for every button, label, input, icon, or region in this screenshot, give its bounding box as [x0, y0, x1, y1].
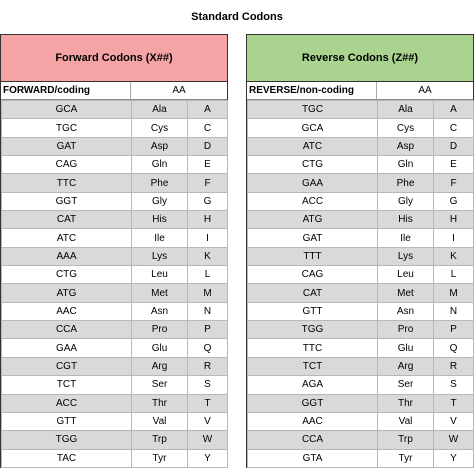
forward-codon-cell: CAT: [2, 211, 132, 229]
forward-letter-cell: P: [188, 321, 228, 339]
reverse-amino-acid-cell: Gln: [378, 156, 434, 174]
forward-table-row: [2, 174, 228, 192]
forward-col2-label: AA: [172, 85, 186, 96]
reverse-amino-acid-cell: Ile: [378, 229, 434, 247]
forward-amino-acid-cell: Arg: [132, 357, 188, 375]
reverse-amino-acid-cell: Trp: [378, 431, 434, 449]
forward-table-row: [2, 266, 228, 284]
reverse-header: Reverse Codons (Z##): [247, 34, 473, 82]
reverse-letter-cell: E: [434, 156, 474, 174]
forward-letter-cell: M: [188, 284, 228, 302]
reverse-letter-cell: Y: [434, 449, 474, 467]
reverse-amino-acid-cell: His: [378, 211, 434, 229]
forward-table-row: [2, 229, 228, 247]
reverse-amino-acid-cell: Gly: [378, 192, 434, 210]
reverse-amino-acid-cell: Pro: [378, 321, 434, 339]
forward-amino-acid-cell: Trp: [132, 431, 188, 449]
forward-codon-cell: ACC: [2, 394, 132, 412]
reverse-letter-cell: K: [434, 247, 474, 265]
forward-codon-cell: ATC: [2, 229, 132, 247]
forward-amino-acid-cell: Ser: [132, 376, 188, 394]
reverse-codon-cell: TCT: [248, 357, 378, 375]
reverse-letter-cell: L: [434, 266, 474, 284]
reverse-column-headers: [247, 82, 473, 100]
reverse-codon-cell: CAT: [248, 284, 378, 302]
reverse-codon-cell: GCA: [248, 119, 378, 137]
forward-codon-cell: TAC: [2, 449, 132, 467]
reverse-amino-acid-cell: Lys: [378, 247, 434, 265]
forward-codon-cell: ATG: [2, 284, 132, 302]
reverse-codon-cell: ACC: [248, 192, 378, 210]
reverse-codon-cell: TTC: [248, 339, 378, 357]
forward-codon-cell: TGG: [2, 431, 132, 449]
reverse-codon-cell: GAA: [248, 174, 378, 192]
forward-letter-cell: N: [188, 302, 228, 320]
reverse-letter-cell: H: [434, 211, 474, 229]
reverse-table-row: [248, 284, 474, 302]
forward-codon-cell: CAG: [2, 156, 132, 174]
reverse-letter-cell: D: [434, 137, 474, 155]
reverse-letter-cell: A: [434, 101, 474, 119]
forward-amino-acid-cell: Pro: [132, 321, 188, 339]
forward-table-row: [2, 357, 228, 375]
forward-table-row: [2, 284, 228, 302]
reverse-codon-cell: AAC: [248, 412, 378, 430]
reverse-amino-acid-cell: Val: [378, 412, 434, 430]
reverse-codon-cell: GTT: [248, 302, 378, 320]
reverse-codon-cell: AGA: [248, 376, 378, 394]
reverse-table-row: [248, 229, 474, 247]
forward-table-row: [2, 412, 228, 430]
reverse-table-row: [248, 137, 474, 155]
forward-codon-table: [1, 100, 228, 468]
reverse-letter-cell: F: [434, 174, 474, 192]
reverse-table-row: [248, 101, 474, 119]
forward-amino-acid-cell: Tyr: [132, 449, 188, 467]
forward-table-row: [2, 137, 228, 155]
reverse-codon-cell: TGC: [248, 101, 378, 119]
reverse-codon-cell: ATC: [248, 137, 378, 155]
reverse-codon-cell: TTT: [248, 247, 378, 265]
reverse-table-row: [248, 394, 474, 412]
reverse-letter-cell: P: [434, 321, 474, 339]
forward-amino-acid-cell: Thr: [132, 394, 188, 412]
forward-codon-cell: TTC: [2, 174, 132, 192]
forward-codon-cell: TCT: [2, 376, 132, 394]
reverse-col1-label: REVERSE/non-coding: [247, 82, 377, 99]
reverse-amino-acid-cell: Leu: [378, 266, 434, 284]
forward-table-row: [2, 119, 228, 137]
reverse-codon-cell: CCA: [248, 431, 378, 449]
forward-amino-acid-cell: Asn: [132, 302, 188, 320]
reverse-table-row: [248, 449, 474, 467]
forward-letter-cell: F: [188, 174, 228, 192]
forward-letter-cell: T: [188, 394, 228, 412]
reverse-letter-cell: S: [434, 376, 474, 394]
reverse-letter-cell: W: [434, 431, 474, 449]
reverse-table-row: [248, 357, 474, 375]
reverse-table-row: [248, 339, 474, 357]
reverse-amino-acid-cell: Ala: [378, 101, 434, 119]
reverse-codon-cell: GAT: [248, 229, 378, 247]
forward-table-row: [2, 302, 228, 320]
reverse-table-row: [248, 192, 474, 210]
reverse-letter-cell: I: [434, 229, 474, 247]
forward-letter-cell: Y: [188, 449, 228, 467]
reverse-letter-cell: T: [434, 394, 474, 412]
forward-letter-cell: I: [188, 229, 228, 247]
reverse-amino-acid-cell: Tyr: [378, 449, 434, 467]
reverse-letter-cell: Q: [434, 339, 474, 357]
forward-amino-acid-cell: Met: [132, 284, 188, 302]
forward-letter-cell: R: [188, 357, 228, 375]
forward-codon-cell: AAA: [2, 247, 132, 265]
forward-table-row: [2, 321, 228, 339]
forward-amino-acid-cell: Cys: [132, 119, 188, 137]
forward-table-row: [2, 101, 228, 119]
reverse-codon-cell: TGG: [248, 321, 378, 339]
reverse-table-row: [248, 431, 474, 449]
reverse-codon-cell: GTA: [248, 449, 378, 467]
forward-codons-panel: [0, 34, 228, 468]
forward-amino-acid-cell: Val: [132, 412, 188, 430]
forward-letter-cell: S: [188, 376, 228, 394]
forward-letter-cell: H: [188, 211, 228, 229]
reverse-letter-cell: V: [434, 412, 474, 430]
forward-codon-cell: GTT: [2, 412, 132, 430]
forward-table-row: [2, 449, 228, 467]
reverse-amino-acid-cell: Cys: [378, 119, 434, 137]
reverse-codon-cell: CAG: [248, 266, 378, 284]
forward-amino-acid-cell: Gln: [132, 156, 188, 174]
forward-codon-cell: CTG: [2, 266, 132, 284]
forward-amino-acid-cell: Glu: [132, 339, 188, 357]
forward-column-headers: [1, 82, 227, 100]
forward-letter-cell: Q: [188, 339, 228, 357]
forward-col1-label: FORWARD/coding: [1, 82, 131, 99]
forward-codon-cell: GGT: [2, 192, 132, 210]
reverse-table-row: [248, 321, 474, 339]
forward-letter-cell: C: [188, 119, 228, 137]
sheet-title: Standard Codons: [191, 11, 283, 23]
reverse-amino-acid-cell: Ser: [378, 376, 434, 394]
reverse-amino-acid-cell: Glu: [378, 339, 434, 357]
forward-letter-cell: A: [188, 101, 228, 119]
reverse-letter-cell: R: [434, 357, 474, 375]
reverse-codon-table: [247, 100, 474, 468]
forward-codon-cell: TGC: [2, 119, 132, 137]
reverse-table-row: [248, 174, 474, 192]
forward-letter-cell: G: [188, 192, 228, 210]
reverse-codon-cell: GGT: [248, 394, 378, 412]
reverse-amino-acid-cell: Thr: [378, 394, 434, 412]
forward-amino-acid-cell: Ile: [132, 229, 188, 247]
forward-amino-acid-cell: Ala: [132, 101, 188, 119]
reverse-table-row: [248, 302, 474, 320]
reverse-amino-acid-cell: Asn: [378, 302, 434, 320]
forward-amino-acid-cell: Asp: [132, 137, 188, 155]
forward-letter-cell: V: [188, 412, 228, 430]
forward-table-row: [2, 394, 228, 412]
forward-header: Forward Codons (X##): [1, 34, 227, 82]
forward-letter-cell: W: [188, 431, 228, 449]
forward-table-row: [2, 376, 228, 394]
reverse-table-row: [248, 266, 474, 284]
forward-table-row: [2, 156, 228, 174]
forward-codon-cell: GAA: [2, 339, 132, 357]
reverse-table-row: [248, 211, 474, 229]
forward-codon-cell: CCA: [2, 321, 132, 339]
reverse-amino-acid-cell: Met: [378, 284, 434, 302]
reverse-table-row: [248, 119, 474, 137]
reverse-amino-acid-cell: Asp: [378, 137, 434, 155]
forward-codon-cell: GCA: [2, 101, 132, 119]
reverse-letter-cell: N: [434, 302, 474, 320]
forward-table-row: [2, 431, 228, 449]
forward-table-row: [2, 339, 228, 357]
reverse-amino-acid-cell: Arg: [378, 357, 434, 375]
forward-letter-cell: E: [188, 156, 228, 174]
forward-letter-cell: K: [188, 247, 228, 265]
reverse-codon-cell: CTG: [248, 156, 378, 174]
reverse-table-row: [248, 156, 474, 174]
forward-amino-acid-cell: Gly: [132, 192, 188, 210]
reverse-amino-acid-cell: Phe: [378, 174, 434, 192]
forward-amino-acid-cell: Phe: [132, 174, 188, 192]
reverse-table-row: [248, 376, 474, 394]
reverse-codons-panel: [246, 34, 474, 468]
forward-amino-acid-cell: Lys: [132, 247, 188, 265]
forward-letter-cell: L: [188, 266, 228, 284]
reverse-col2-label: AA: [418, 85, 432, 96]
reverse-letter-cell: M: [434, 284, 474, 302]
forward-table-row: [2, 211, 228, 229]
reverse-letter-cell: G: [434, 192, 474, 210]
reverse-table-row: [248, 412, 474, 430]
forward-amino-acid-cell: Leu: [132, 266, 188, 284]
forward-table-row: [2, 247, 228, 265]
forward-codon-cell: GAT: [2, 137, 132, 155]
forward-codon-cell: CGT: [2, 357, 132, 375]
forward-amino-acid-cell: His: [132, 211, 188, 229]
reverse-codon-cell: ATG: [248, 211, 378, 229]
reverse-letter-cell: C: [434, 119, 474, 137]
forward-codon-cell: AAC: [2, 302, 132, 320]
reverse-table-row: [248, 247, 474, 265]
forward-letter-cell: D: [188, 137, 228, 155]
forward-table-row: [2, 192, 228, 210]
